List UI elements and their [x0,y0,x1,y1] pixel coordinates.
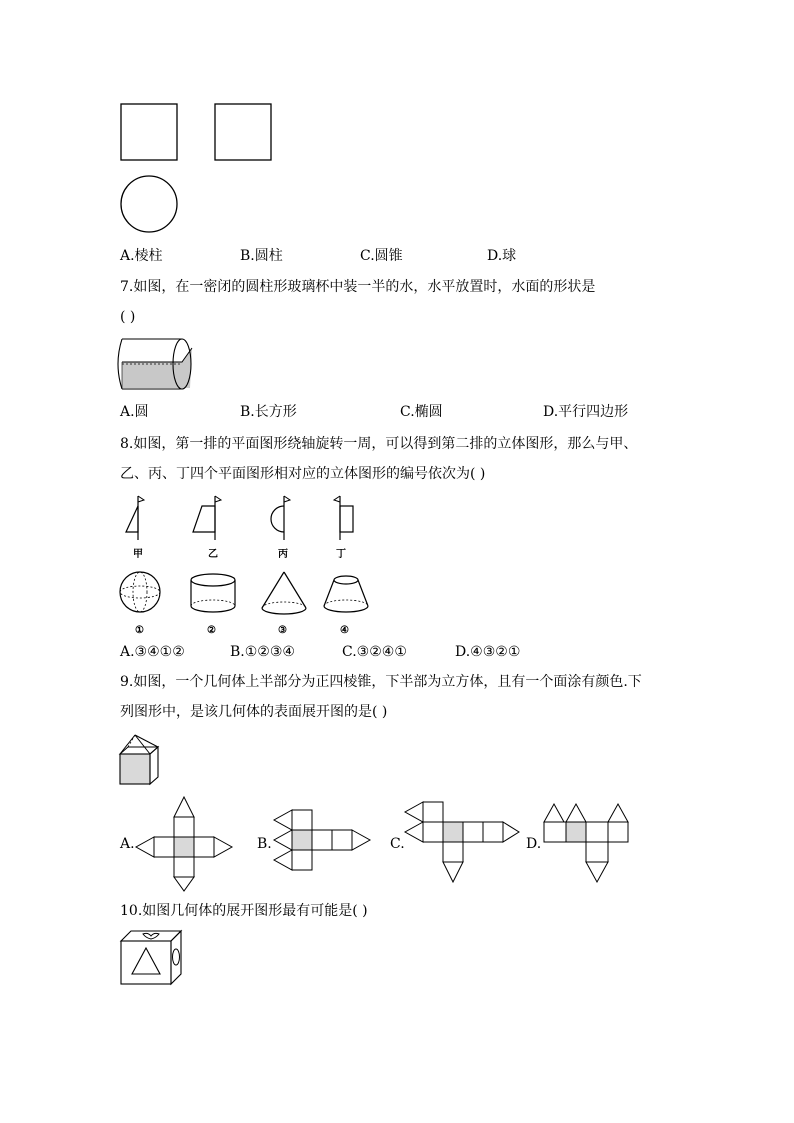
circle-symbol [173,949,180,965]
q8-option-d: D.④③②① [455,644,521,660]
q8-option-c: C.③②④① [342,644,407,660]
square-shape [121,104,177,160]
q9-option-a-letter: A. [120,836,135,852]
q8-option-a: A.③④①② [120,644,185,660]
q7-answer-paren: ( ) [120,309,136,325]
cylinder-shape [191,574,235,612]
q8-label-jia: 甲 [133,549,143,560]
q9-option-c-letter: C. [390,836,405,852]
q8-label-1: ① [135,625,144,636]
q8-stem-line2: 乙、丙、丁四个平面图形相对应的立体图形的编号依次为( ) [120,466,486,482]
q8-label-4: ④ [340,625,349,636]
q8-option-b: B.①②③④ [230,644,295,660]
q7-option-a: A.圆 [120,404,149,420]
cone-shape [262,572,306,614]
q6-option-c: C.圆锥 [360,248,403,264]
q8-solid-figures [118,570,378,620]
q8-label-2: ② [207,625,216,636]
q8-plane-figures [118,492,378,552]
triangle-with-axis [126,496,144,540]
q7-stem: 7.如图，在一密闭的圆柱形玻璃杯中装一半的水，水平放置时，水面的形状是 [120,279,596,295]
q8-label-3: ③ [278,625,287,636]
square-shape [215,104,271,160]
triangle-symbol [132,948,160,974]
q6-figure [110,95,310,235]
q10-stem: 10.如图几何体的展开图形最有可能是( ) [120,903,368,919]
q7-option-b: B.长方形 [240,404,297,420]
net-option-a [134,795,244,895]
q8-stem-line1: 8.如图，第一排的平面图形绕轴旋转一周，可以得到第二排的立体图形，那么与甲、 [120,436,638,452]
frustum-shape [324,576,368,612]
q9-option-b-letter: B. [257,836,272,852]
q9-stem-line2: 列图形中，是该几何体的表面展开图的是( ) [120,704,388,720]
semicircle-with-axis [271,496,290,540]
q9-option-d-letter: D. [526,836,542,852]
q6-option-a: A.棱柱 [120,248,163,264]
q6-option-d: D.球 [487,248,517,264]
circle-shape [121,176,177,232]
cube-with-symbols-figure [118,928,188,988]
net-option-d [542,802,642,892]
q8-label-ding: 丁 [336,549,346,560]
cylinder-glass-figure [118,336,198,396]
pyramid-on-cube-figure [118,730,178,790]
q7-option-d: D.平行四边形 [543,404,629,420]
rectangle-with-axis [334,496,353,540]
q6-option-b: B.圆柱 [240,248,283,264]
net-option-c [403,800,523,895]
net-option-b [272,808,382,888]
sphere-shape [120,572,160,612]
q7-option-c: C.椭圆 [400,404,443,420]
trapezoid-with-axis [193,496,221,540]
q8-label-bing: 丙 [278,549,288,560]
q8-label-yi: 乙 [208,549,218,560]
q9-stem-line1: 9.如图，一个几何体上半部分为正四棱锥，下半部为立方体，且有一个面涂有颜色.下 [120,674,642,690]
